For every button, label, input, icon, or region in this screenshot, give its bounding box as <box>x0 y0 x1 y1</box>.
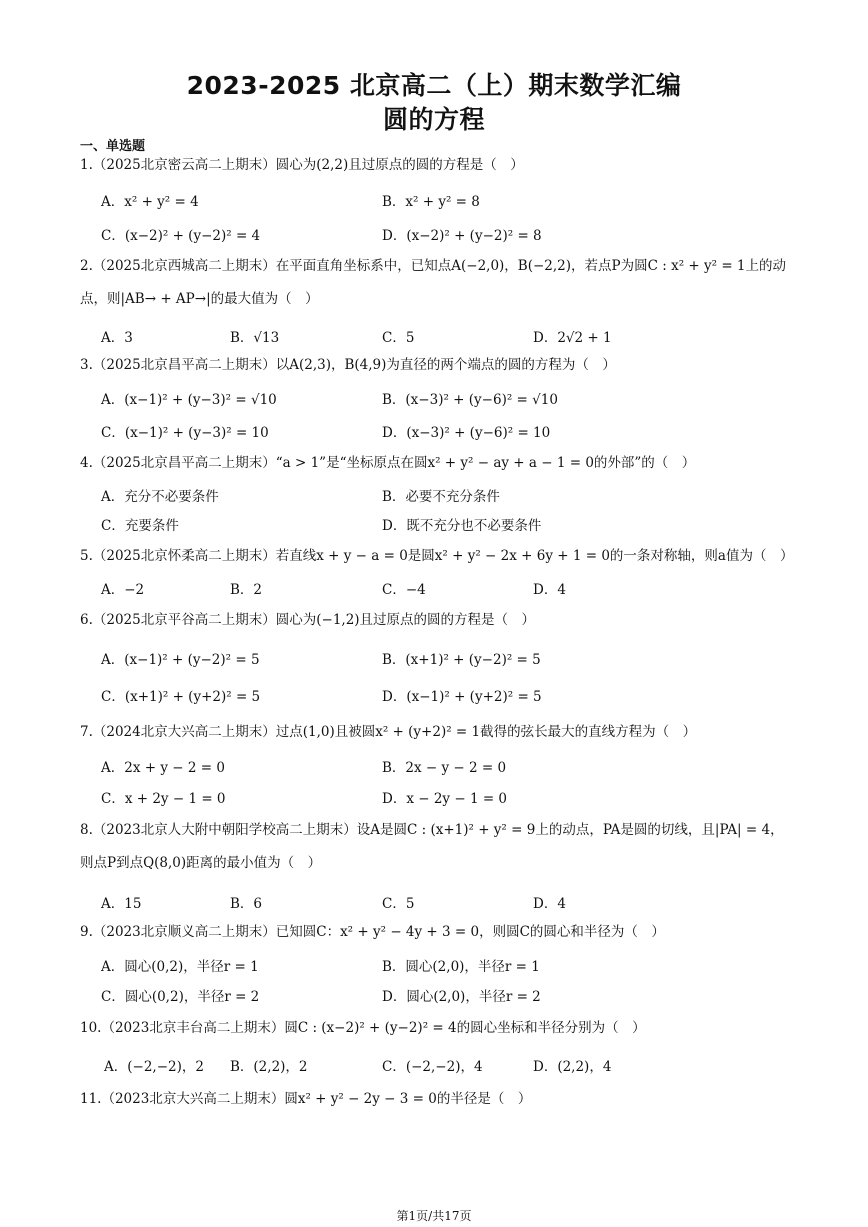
option-b: B．(x+1)² + (y−2)² = 5 <box>382 652 541 668</box>
question-stem: 5.（2025北京怀柔高二上期末）若直线x + y − a = 0是圆x² + y² − 2x + 6y + 1 = 0的一条对称轴，则a值为（ ） <box>80 548 794 564</box>
option-d: D．圆心(2,0)，半径r = 2 <box>382 989 541 1005</box>
question-stem: 4.（2025北京昌平高二上期末）“a > 1”是“坐标原点在圆x² + y² − ay + a − 1 = 0的外部”的（ ） <box>80 455 696 471</box>
option-c: C．5 <box>382 330 415 346</box>
option-c: C．5 <box>382 896 415 912</box>
option-c: C．圆心(0,2)，半径r = 2 <box>101 989 260 1005</box>
question-stem: 2.（2025北京西城高二上期末）在平面直角坐标系中，已知点A(−2,0)，B(−2,2)，若点P为圆C : x² + y² = 1上的动点，则|AB→ + AP→|的最大值为（ ） <box>80 258 787 307</box>
option-c: C．(−2,−2)，4 <box>382 1059 483 1075</box>
page-footer: 第1页/共17页 <box>396 1209 472 1223</box>
question-stem: 9.（2023北京顺义高二上期末）已知圆C：x² + y² − 4y + 3 = 0，则圆C的圆心和半径为（ ） <box>80 924 665 940</box>
option-c: C．(x+1)² + (y+2)² = 5 <box>101 689 261 705</box>
question-stem: 7.（2024北京大兴高二上期末）过点(1,0)且被圆x² + (y+2)² = 1截得的弦长最大的直线方程为（ ） <box>80 724 697 740</box>
option-b: B．6 <box>230 896 263 912</box>
document-subtitle: 圆的方程 <box>382 105 485 134</box>
option-a: A．3 <box>101 330 133 346</box>
option-b: B．√13 <box>230 330 280 346</box>
option-c: C．充要条件 <box>101 518 179 534</box>
option-c: C．(x−1)² + (y−3)² = 10 <box>101 425 269 441</box>
section-heading: 一、单选题 <box>80 139 146 154</box>
option-b: B．2 <box>230 582 263 598</box>
option-c: C．−4 <box>382 582 426 598</box>
option-d: D．2√2 + 1 <box>533 330 612 346</box>
option-c: C．(x−2)² + (y−2)² = 4 <box>101 228 261 244</box>
question-stem: 6.（2025北京平谷高二上期末）圆心为(−1,2)且过原点的圆的方程是（ ） <box>80 612 536 628</box>
option-d: D．(x−3)² + (y−6)² = 10 <box>382 425 551 441</box>
question-stem: 8.（2023北京人大附中朝阳学校高二上期末）设A是圆C : (x+1)² + y² = 9上的动点，PA是圆的切线，且|PA| = 4，则点P到点Q(8,0)距离的最小值为（ ） <box>80 822 784 871</box>
option-a: A．2x + y − 2 = 0 <box>101 760 225 776</box>
option-b: B．x² + y² = 8 <box>382 194 480 210</box>
option-a: A．15 <box>101 896 142 912</box>
question-stem: 3.（2025北京昌平高二上期末）以A(2,3)，B(4,9)为直径的两个端点的圆的方程为（ ） <box>80 357 616 373</box>
option-a: A．充分不必要条件 <box>101 489 219 505</box>
option-d: D．4 <box>533 582 566 598</box>
option-b: B．必要不充分条件 <box>382 489 500 505</box>
question-stem: 11.（2023北京大兴高二上期末）圆x² + y² − 2y − 3 = 0的半径是（ ） <box>80 1091 532 1107</box>
option-b: B．2x − y − 2 = 0 <box>382 760 507 776</box>
document-title: 2023-2025 北京高二（上）期末数学汇编 <box>186 71 682 100</box>
option-d: D．(x−1)² + (y+2)² = 5 <box>382 689 542 705</box>
question-stem: 1.（2025北京密云高二上期末）圆心为(2,2)且过原点的圆的方程是（ ） <box>80 157 524 173</box>
option-a: A．−2 <box>101 582 145 598</box>
option-d: D．x − 2y − 1 = 0 <box>382 791 508 807</box>
option-d: D．4 <box>533 896 566 912</box>
option-a: A．x² + y² = 4 <box>101 194 199 210</box>
question-stem: 10.（2023北京丰台高二上期末）圆C : (x−2)² + (y−2)² = 4的圆心坐标和半径分别为（ ） <box>80 1020 646 1036</box>
option-b: B．(2,2)，2 <box>230 1059 308 1075</box>
option-a: A．(−2,−2)，2 <box>104 1059 204 1075</box>
option-a: A．圆心(0,2)，半径r = 1 <box>101 959 259 975</box>
option-d: D．既不充分也不必要条件 <box>382 518 542 534</box>
option-b: B．圆心(2,0)，半径r = 1 <box>382 959 540 975</box>
option-a: A．(x−1)² + (y−2)² = 5 <box>101 652 260 668</box>
option-d: D．(2,2)，4 <box>533 1059 612 1075</box>
option-b: B．(x−3)² + (y−6)² = √10 <box>382 392 558 408</box>
option-c: C．x + 2y − 1 = 0 <box>101 791 226 807</box>
option-a: A．(x−1)² + (y−3)² = √10 <box>101 392 277 408</box>
option-d: D．(x−2)² + (y−2)² = 8 <box>382 228 542 244</box>
